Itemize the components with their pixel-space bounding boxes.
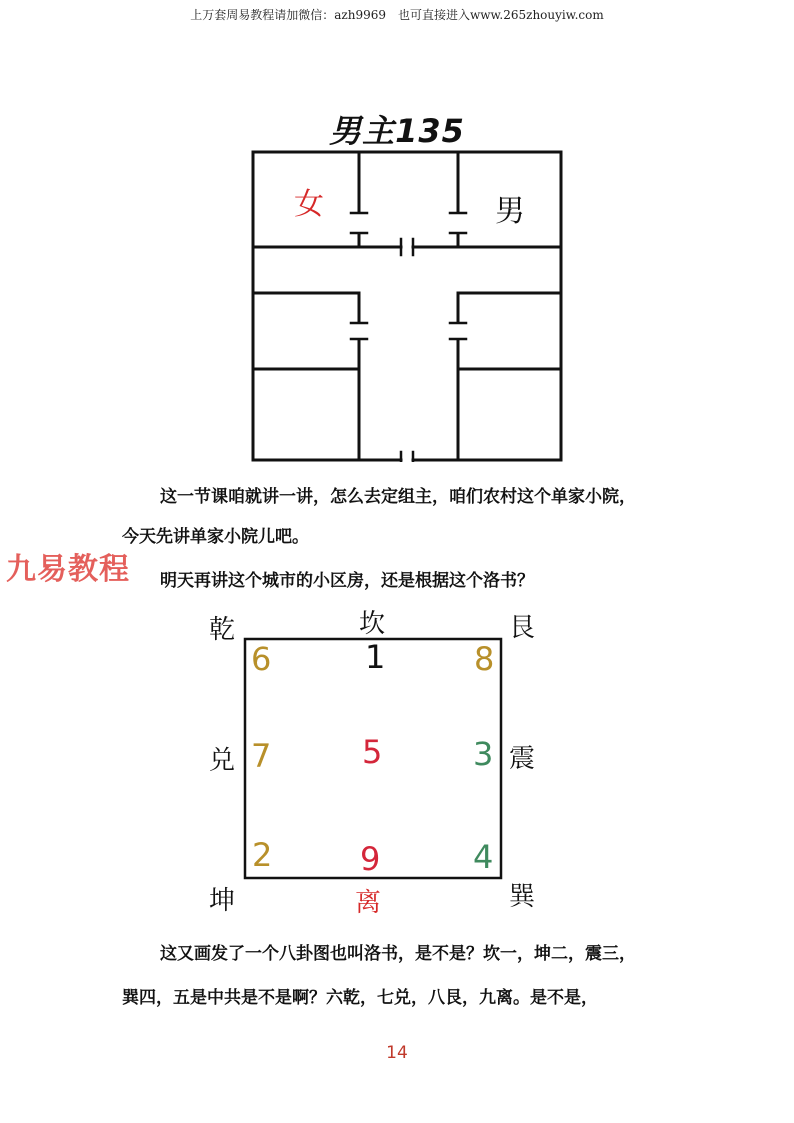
- paragraph-line-3: 明天再讲这个城市的小区房，还是根据这个洛书？: [160, 571, 534, 591]
- female-room-label: 女: [294, 187, 324, 222]
- trigram-li: 离: [355, 888, 382, 918]
- luoshu-number-4: 4: [473, 838, 494, 876]
- luoshu-number-8: 8: [474, 640, 495, 678]
- trigram-zhen: 震: [509, 744, 536, 774]
- luoshu-number-3: 3: [473, 735, 494, 773]
- luoshu-number-9: 9: [360, 840, 381, 878]
- luoshu-number-7: 7: [251, 737, 272, 775]
- trigram-qian: 乾: [209, 615, 236, 645]
- page-header: 上万套周易教程请加微信：azh9969 也可直接进入www.265zhouyiw.com: [190, 8, 604, 22]
- paragraph-line-2: 今天先讲单家小院儿吧。: [122, 527, 309, 547]
- trigram-xun: 巽: [509, 882, 536, 912]
- trigram-dui: 兑: [209, 746, 236, 776]
- luoshu-number-2: 2: [252, 836, 273, 874]
- paragraph-line-4: 这又画发了一个八卦图也叫洛书，是不是？坎一，坤二，震三，: [160, 944, 636, 964]
- floorplan-title: 男主135: [329, 112, 465, 150]
- trigram-gen: 艮: [509, 613, 536, 643]
- male-room-label: 男: [495, 194, 525, 229]
- paragraph-line-5: 巽四，五是中共是不是啊？六乾，七兑，八艮，九离。是不是，: [122, 988, 598, 1008]
- page-number: 14: [386, 1043, 408, 1063]
- trigram-kan: 坎: [359, 609, 386, 639]
- paragraph-line-1: 这一节课咱就讲一讲，怎么去定组主，咱们农村这个单家小院，: [160, 487, 636, 507]
- luoshu-number-6: 6: [251, 640, 272, 678]
- luoshu-number-5: 5: [362, 733, 383, 771]
- watermark-logo: 九易教程: [6, 552, 130, 587]
- trigram-kun: 坤: [209, 886, 236, 916]
- luoshu-number-1: 1: [365, 638, 386, 676]
